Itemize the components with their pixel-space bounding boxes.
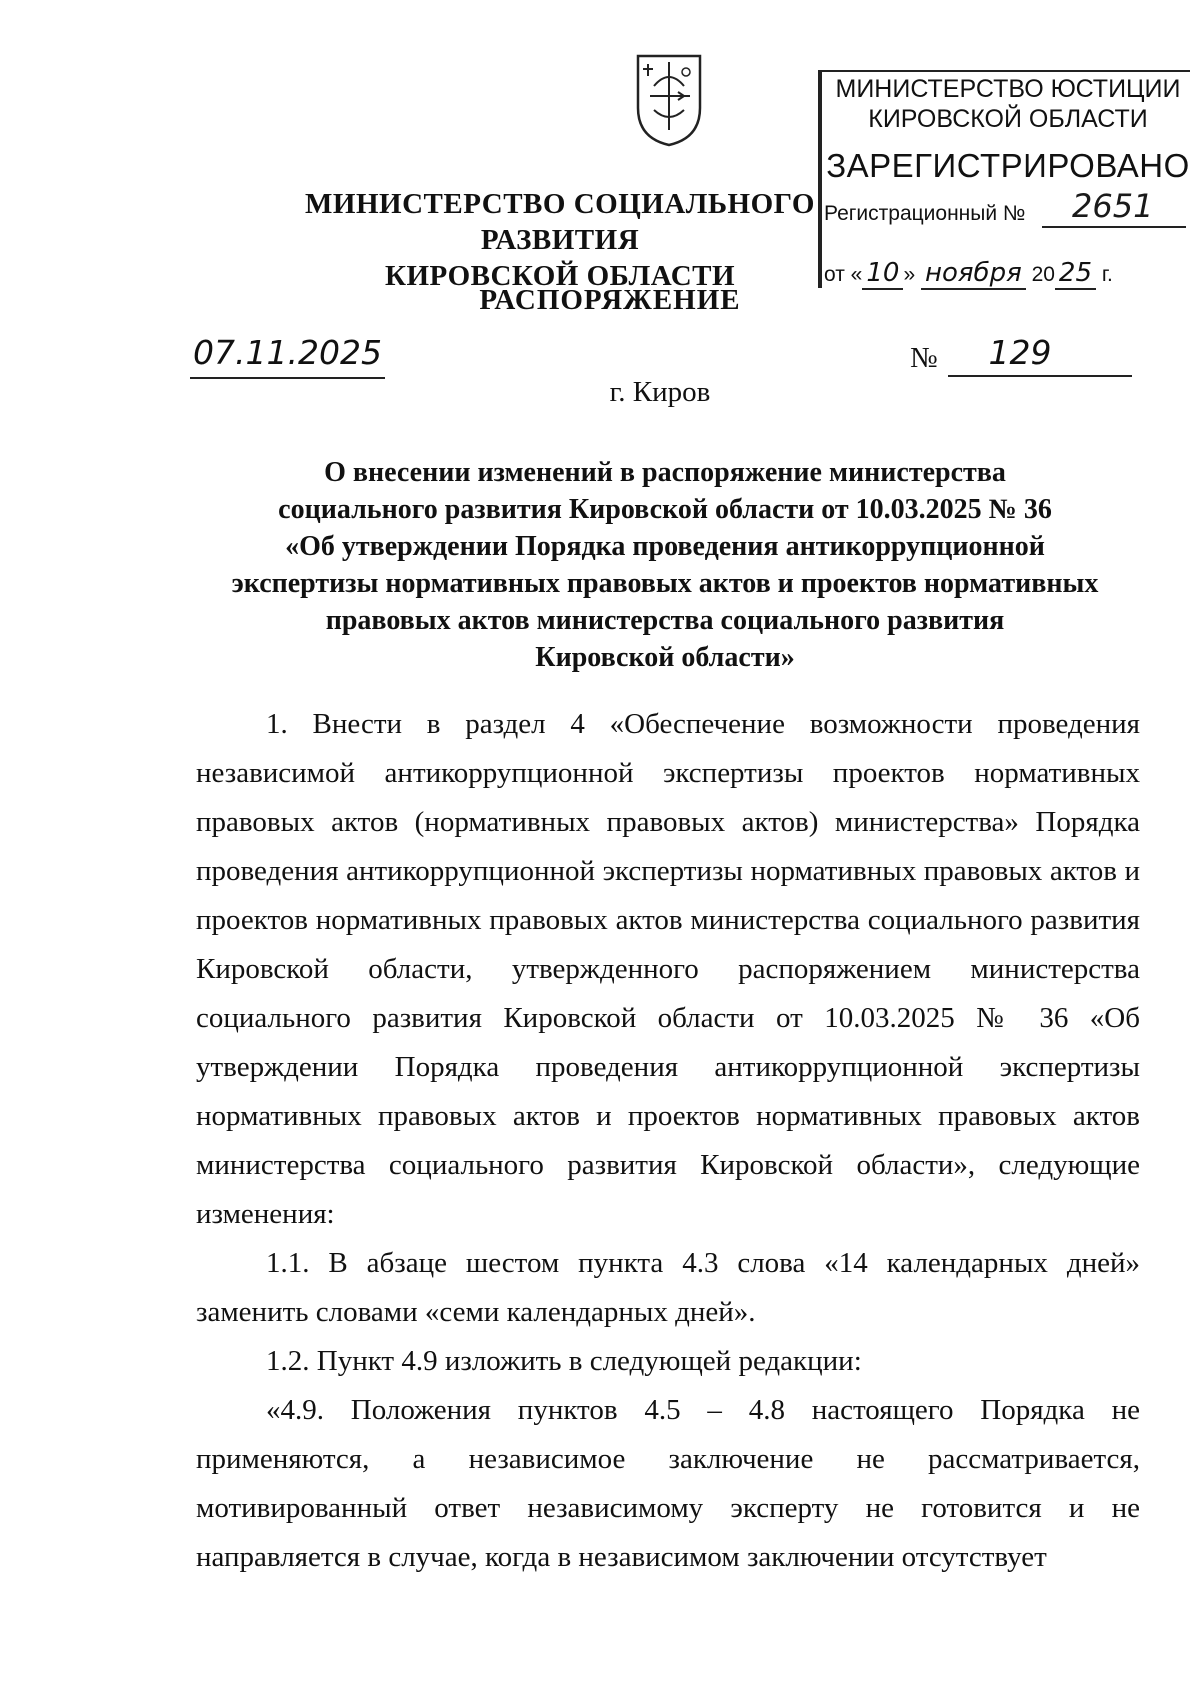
stamp-top-border xyxy=(818,70,1190,72)
org-line-1: МИНИСТЕРСТВО СОЦИАЛЬНОГО РАЗВИТИЯ xyxy=(305,188,815,256)
stamp-reg-number: 2651 xyxy=(1072,187,1154,225)
paragraph-2: 1.1. В абзаце шестом пункта 4.3 слова «14 календарных дней» заменить словами «семи календарных дней». xyxy=(196,1247,1140,1328)
document-type: РАСПОРЯЖЕНИЕ xyxy=(479,284,741,316)
subject-line-6: Кировской области» xyxy=(535,642,795,673)
stamp-line-1: МИНИСТЕРСТВО ЮСТИЦИИ xyxy=(835,75,1181,103)
registration-stamp xyxy=(818,70,1190,288)
paragraph-1: 1. Внести в раздел 4 «Обеспечение возможности проведения независимой антикоррупционной экспертизы проектов нормативных правовых актов (нормативных правовых актов) министерства» Порядка проведения антикоррупционной экспертизы нормативных правовых актов и проектов нормативных правовых актов министерства социального развития Кировской области, утвержденного распоряжением министерства социального развития Кировской области от 10.03.2025 № 36 «Об утверждении Порядка проведения антикоррупционной экспертизы нормативных правовых актов и проектов нормативных правовых актов министерства социального развития Кировской области», следующие изменения: xyxy=(196,708,1140,1230)
number-label: № xyxy=(910,342,938,374)
stamp-date-prefix: от « xyxy=(824,263,863,286)
stamp-line-2: КИРОВСКОЙ ОБЛАСТИ xyxy=(868,105,1148,133)
subject-line-4: экспертизы нормативных правовых актов и проектов нормативных xyxy=(231,568,1099,599)
organization-name xyxy=(260,186,863,294)
city: г. Киров xyxy=(609,376,711,408)
paragraph-4: «4.9. Положения пунктов 4.5 – 4.8 настоящего Порядка не применяются, а независимое заключение не рассматривается, мотивированный ответ независимому эксперту не готовится и не направляется в случае, когда в независимом заключении отсутствует xyxy=(196,1394,1140,1573)
subject-line-1: О внесении изменений в распоряжение министерства xyxy=(324,457,1006,488)
stamp-day: 10 xyxy=(862,258,903,290)
document-number: 129 xyxy=(948,333,1132,377)
subject-line-5: правовых актов министерства социального развития xyxy=(325,605,1005,636)
coat-of-arms-icon xyxy=(634,52,704,148)
stamp-month: ноября xyxy=(921,258,1026,290)
stamp-day-close: » xyxy=(903,263,916,286)
subject-line-2: социального развития Кировской области от 10.03.2025 № 36 xyxy=(278,494,1052,525)
subject-line-3: «Об утверждении Порядка проведения антикоррупционной xyxy=(285,531,1045,562)
stamp-status: ЗАРЕГИСТРИРОВАНО xyxy=(826,147,1190,184)
document-subject xyxy=(190,454,1140,676)
paragraph-3: 1.2. Пункт 4.9 изложить в следующей редакции: xyxy=(266,1345,862,1377)
stamp-year-unit: г. xyxy=(1101,263,1113,286)
stamp-reg-underline xyxy=(1042,226,1186,228)
org-line-2: КИРОВСКОЙ ОБЛАСТИ xyxy=(384,260,736,292)
stamp-date xyxy=(824,258,1113,288)
stamp-reg-label: Регистрационный № xyxy=(824,202,1026,225)
stamp-year-suffix: 25 xyxy=(1055,258,1096,290)
document-body xyxy=(196,700,1140,1582)
stamp-ministry xyxy=(826,74,1190,134)
stamp-year-prefix: 20 xyxy=(1031,263,1055,286)
document-date: 07.11.2025 xyxy=(190,333,385,379)
